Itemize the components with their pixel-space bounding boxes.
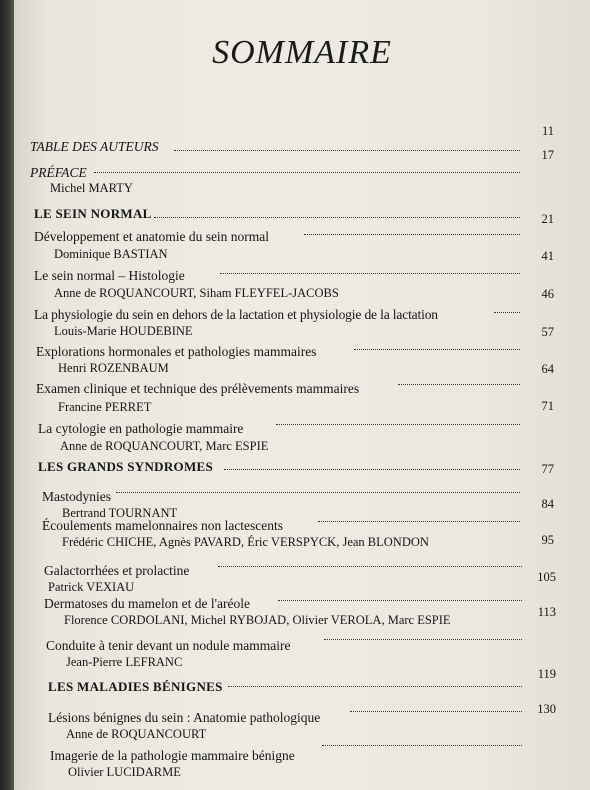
page-number: 57 [541,325,554,339]
toc-entry-title: Explorations hormonales et pathologies mammaires [36,344,317,359]
toc-entry-title: Lésions bénignes du sein : Anatomie pathologique [48,710,321,725]
toc-entry-author: Jean-Pierre LEFRANC [66,655,183,669]
page-number: 105 [537,570,556,584]
dot-leader [116,491,520,493]
toc-entry-title: TABLE DES AUTEURS [30,139,159,154]
dot-leader [354,348,520,350]
page-number: 64 [541,362,554,376]
toc-entry-title: Imagerie de la pathologie mammaire bénigne [50,748,295,763]
toc-section-title: LES GRANDS SYNDROMES [38,459,214,474]
toc-section-title: LE SEIN NORMAL [34,206,152,221]
page-number: 11 [541,124,554,138]
toc-entry-author: Patrick VEXIAU [48,580,135,594]
toc-entry-author: Anne de ROQUANCOURT, Siham FLEYFEL-JACOBS [54,286,339,300]
toc-entry-title: Le sein normal – Histologie [34,268,185,283]
toc-entry-title: Conduite à tenir devant un nodule mammaire [46,638,291,653]
table-of-contents [14,0,590,790]
toc-entry-author: Anne de ROQUANCOURT [66,727,207,741]
toc-entry-title: Dermatoses du mamelon et de l'aréole [44,596,250,611]
dot-leader [276,423,520,425]
toc-entry-author: Florence CORDOLANI, Michel RYBOJAD, Olivier VEROLA, Marc ESPIE [64,613,451,627]
dot-leader [494,311,520,313]
dot-leader [218,565,522,567]
toc-section-title: LES MALADIES BÉNIGNES [48,679,223,694]
book-spine-edge [0,0,14,790]
dot-leader [350,710,522,712]
page-number: 119 [537,667,556,681]
dot-leader [278,599,522,601]
toc-entry-author: Frédéric CHICHE, Agnès PAVARD, Éric VERSPYCK, Jean BLONDON [62,535,429,549]
toc-entry-author: Anne de ROQUANCOURT, Marc ESPIE [60,439,269,453]
dot-leader [220,272,520,274]
page-number: 113 [537,605,556,619]
toc-entry-author: Francine PERRET [58,400,152,414]
dot-leader [304,233,520,235]
page-number: 77 [541,462,554,476]
toc-entry-author: Olivier LUCIDARME [68,765,181,779]
toc-entry-title: La cytologie en pathologie mammaire [38,421,244,436]
toc-entry-title: Galactorrhées et prolactine [44,563,190,578]
dot-leader [224,468,520,470]
toc-entry-title: La physiologie du sein en dehors de la lactation et physiologie de la lactation [34,307,438,322]
toc-entry-title: Mastodynies [42,489,111,504]
document-page [14,0,590,790]
page-number: 95 [541,533,554,547]
dot-leader [228,685,522,687]
page-number: 21 [541,212,554,226]
page-number: 130 [537,702,556,716]
toc-entry-title: PRÉFACE [30,165,87,180]
toc-entry-title: Écoulements mamelonnaires non lactescents [42,518,284,533]
toc-entry-title: Examen clinique et technique des prélèvements mammaires [36,381,360,396]
page-number: 71 [541,399,554,413]
toc-entry-author: Michel MARTY [50,181,133,195]
page-title: SOMMAIRE [212,34,392,71]
toc-entry-author: Henri ROZENBAUM [58,361,169,375]
toc-entry-author: Dominique BASTIAN [54,247,168,261]
toc-entry-author: Bertrand TOURNANT [62,506,178,520]
dot-leader [322,744,522,746]
dot-leader [324,638,522,640]
page-number: 46 [541,287,554,301]
dot-leader [318,520,520,522]
page-number: 41 [541,249,554,263]
dot-leader [154,216,520,218]
dot-leader [174,149,520,151]
dot-leader [398,383,520,385]
toc-entry-title: Développement et anatomie du sein normal [34,229,270,244]
dot-leader [94,171,520,173]
toc-entry-author: Louis-Marie HOUDEBINE [54,324,193,338]
page-number: 17 [541,148,554,162]
page-number: 84 [541,497,554,511]
